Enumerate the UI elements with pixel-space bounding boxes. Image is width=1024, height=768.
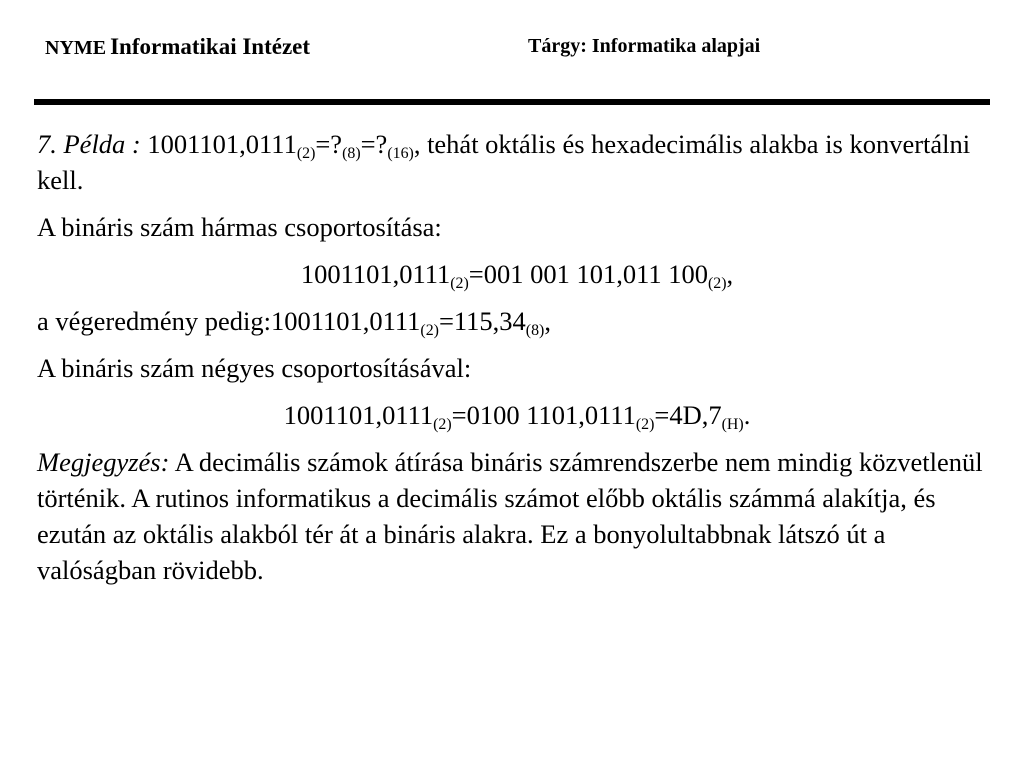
example-number: 1001101,0111 (140, 129, 297, 159)
triple-grouping-equation (37, 256, 997, 292)
example-eq-1: =? (315, 129, 343, 159)
example-eq-2: =? (360, 129, 388, 159)
header-org: NYME (45, 37, 107, 59)
header-institute (45, 34, 310, 60)
base-subscript: (2) (708, 275, 727, 293)
equation-part: , (726, 259, 734, 289)
equation-part: =4D,7 (654, 400, 722, 430)
base-subscript: (2) (296, 145, 316, 163)
base-subscript: (8) (342, 145, 361, 163)
note-text: A decimális számok átírása bináris számrendszerbe nem mindig közvetlenül történik. A rutinos informatikus a decimális számot előbb oktális számmá alakítja, és ezután az oktális alakból tér át a bináris alakra. Ez a bonyolultabbnak látszó út a valóságban rövidebb. (37, 447, 983, 585)
note-paragraph (37, 444, 997, 588)
octal-result (37, 303, 997, 339)
slide-content (37, 126, 997, 588)
base-subscript: (2) (433, 416, 452, 434)
quad-grouping-equation (37, 397, 997, 433)
base-subscript: (16) (387, 145, 414, 163)
equation-part: . (743, 400, 751, 430)
triple-grouping-title: A bináris szám hármas csoportosítása: (37, 212, 442, 242)
equation-part: =0100 1101,0111 (451, 400, 636, 430)
result-end: , (544, 306, 551, 336)
equation-part: =001 001 101,011 100 (468, 259, 709, 289)
example-label: 7. Példa : (37, 129, 141, 159)
base-subscript: (8) (525, 322, 545, 340)
result-value: =115,34 (438, 306, 526, 336)
base-subscript: (2) (420, 322, 439, 340)
header-subject: Tárgy: Informatika alapjai (528, 35, 761, 57)
equation-part: 1001101,0111 (300, 259, 451, 289)
header-divider (34, 99, 990, 105)
equation-part: 1001101,0111 (283, 400, 434, 430)
base-subscript: (2) (635, 416, 655, 434)
header-institute-name: Informatikai Intézet (110, 34, 311, 59)
example-text: , tehát oktális és hexadecimális alakba is konvertálni kell. (37, 129, 971, 195)
result-prefix: a végeredmény pedig:1001101,0111 (37, 306, 421, 336)
base-subscript: (2) (450, 275, 469, 293)
example-paragraph (37, 126, 997, 198)
quad-grouping-title: A bináris szám négyes csoportosításával: (37, 353, 472, 383)
note-label: Megjegyzés: (37, 447, 170, 477)
base-subscript: (H) (721, 416, 744, 434)
